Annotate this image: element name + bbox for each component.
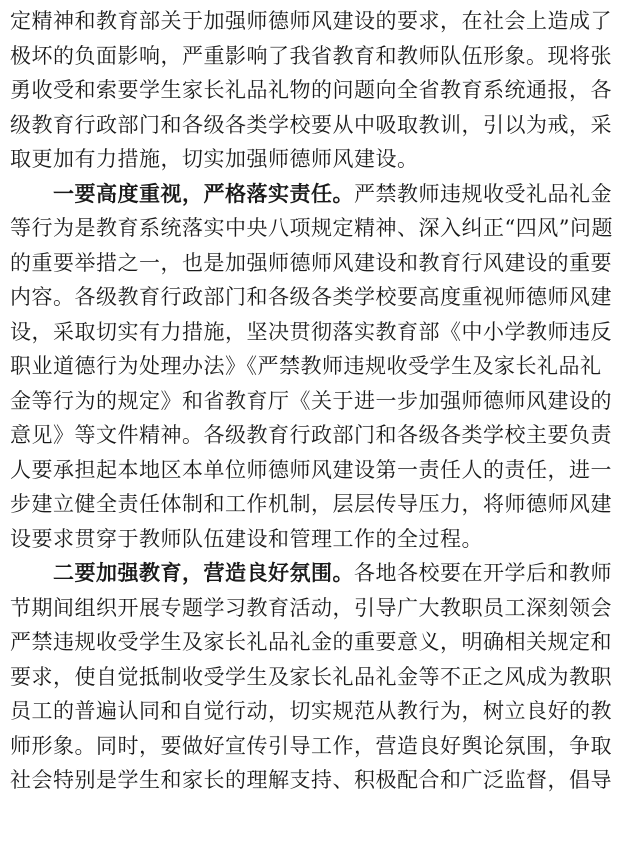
text-line: 勇收受和索要学生家长礼品礼物的问题向全省教育系统通报，各 [10, 78, 612, 102]
text-line: 师形象。同时，要做好宣传引导工作，营造良好舆论氛围，争取 [10, 733, 612, 758]
text-line: 取更加有力措施，切实加强师德师风建设。 [10, 147, 419, 171]
text-line: 极坏的负面影响，严重影响了我省教育和教师队伍形象。现将张 [10, 43, 612, 68]
text-line: 设，采取切实有力措施，坚决贯彻落实教育部《中小学教师违反 [10, 319, 612, 344]
text-line: 的重要举措之一，也是加强师德师风建设和教育行风建设的重要 [10, 250, 612, 275]
text-line: 严禁违规收受学生及家长礼品礼金的重要意义，明确相关规定和 [10, 630, 612, 654]
text-line: 职业道德行为处理办法》《严禁教师违规收受学生及家长礼品礼 [10, 354, 602, 378]
text-line: 定精神和教育部关于加强师德师风建设的要求，在社会上造成了 [10, 9, 612, 33]
text-line: 等行为是教育系统落实中央八项规定精神、深入纠正“四风”问题 [10, 216, 613, 240]
section-heading: 一要高度重视，严格落实责任。 [53, 180, 354, 206]
text-line: 意见》等文件精神。各级教育行政部门和各级各类学校主要负责 [10, 423, 612, 447]
text-line: 要求，使自觉抵制收受学生及家长礼品礼金等不正之风成为教职 [10, 664, 612, 689]
text-line-first [10, 556, 635, 591]
text-line: 社会特别是学生和家长的理解支持、积极配合和广泛监督，倡导 [10, 768, 612, 792]
text-line: 设要求贯穿于教师队伍建设和管理工作的全过程。 [10, 526, 483, 551]
text-line: 节期间组织开展专题学习教育活动，引导广大教职员工深刻领会 [10, 595, 612, 620]
text-line: 人要承担起本地区本单位师德师风建设第一责任人的责任，进一 [10, 457, 612, 482]
paragraph-intro [10, 4, 635, 177]
text-line: 级教育行政部门和各级各类学校要从中吸取教训，引以为戒，采 [10, 112, 612, 137]
text-run: 严禁教师违规收受礼品礼金 [354, 181, 612, 206]
text-line: 金等行为的规定》和省教育厅《关于进一步加强师德师风建设的 [10, 388, 612, 413]
text-line: 内容。各级教育行政部门和各级各类学校要高度重视师德师风建 [10, 285, 612, 309]
paragraph-responsibility [10, 177, 635, 557]
text-line: 员工的普遍认同和自觉行动，切实规范从教行为，树立良好的教 [10, 699, 612, 723]
section-heading: 二要加强教育，营造良好氛围。 [53, 560, 354, 585]
text-run: 各地各校要在开学后和教师 [354, 561, 612, 585]
text-line-first [10, 177, 635, 212]
text-line: 步建立健全责任体制和工作机制，层层传导压力，将师德师风建 [10, 492, 612, 516]
paragraph-education [10, 556, 635, 798]
